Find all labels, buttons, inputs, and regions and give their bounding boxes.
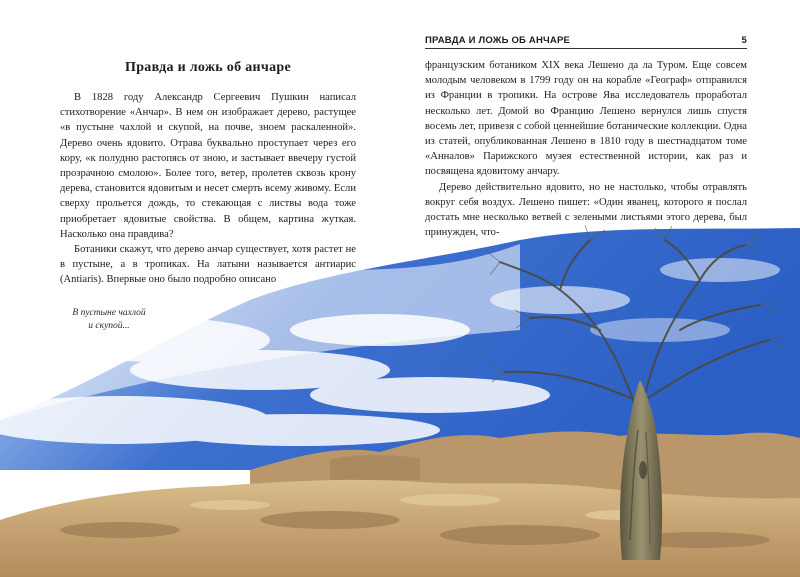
paragraph: Дерево действительно ядовито, но не настолько, чтобы отравлять вокруг себя воздух. Лешено пишет: «Один яванец, которого я послал достать мне несколько ветвей с зелеными листьями этого дерева, был принужден, что- [425,181,747,239]
illustration-caption [54,307,164,333]
right-page-text [425,58,747,240]
caption-line: В пустыне чахлой [72,308,146,318]
chapter-title: Правда и ложь об анчаре [125,60,291,75]
left-page [60,60,356,288]
caption-line: и скупой... [88,321,130,331]
running-title: ПРАВДА И ЛОЖЬ ОБ АНЧАРЕ [425,35,571,46]
paragraph: Ботаники скажут, что дерево анчар существует, хотя растет не в пустыне, а в тропиках. На латыни называется антиарис (Antiaris). Впервые оно было подробно описано [60,244,356,286]
running-head [425,35,747,49]
left-page-text [60,90,356,288]
paragraph: французским ботаником XIX века Лешено да ла Туром. Еще совсем молодым человеком в 1799 году он на корабле «Географ» отправился из Франции в тропики. На острове Ява исследователь проработал несколько лет. Домой во Францию Лешено вернулся лишь спустя восемь лет, привезя с собой ценнейшие ботанические коллекции. Одна из статей, опубликованная Лешено в 1810 году в шестнадцатом томе «Анналов» Парижского музея естественной истории, как раз и посвящена ядовитому анчару. [425,60,747,178]
paragraph: В 1828 году Александр Сергеевич Пушкин написал стихотворение «Анчар». В нем он изображает дерево, растущее «в пустыне чахлой и скупой, на почве, зноем раскаленной». Дерево очень ядовито. Отрава буквально проступает через его кору, «к полудню растопясь от зною, и застывает ввечеру густой прозрачною смолою». Более того, ветер, пролетев сквозь крону дерева, становится ядовитым и несет смерть всему живому. Если сверху прольется дождь, то стекающая с листвы вода тоже приобретает ядовитые свойства. В общем, картина жуткая. Насколько она правдива? [60,92,356,240]
right-page [425,35,747,240]
page-number: 5 [741,35,747,46]
